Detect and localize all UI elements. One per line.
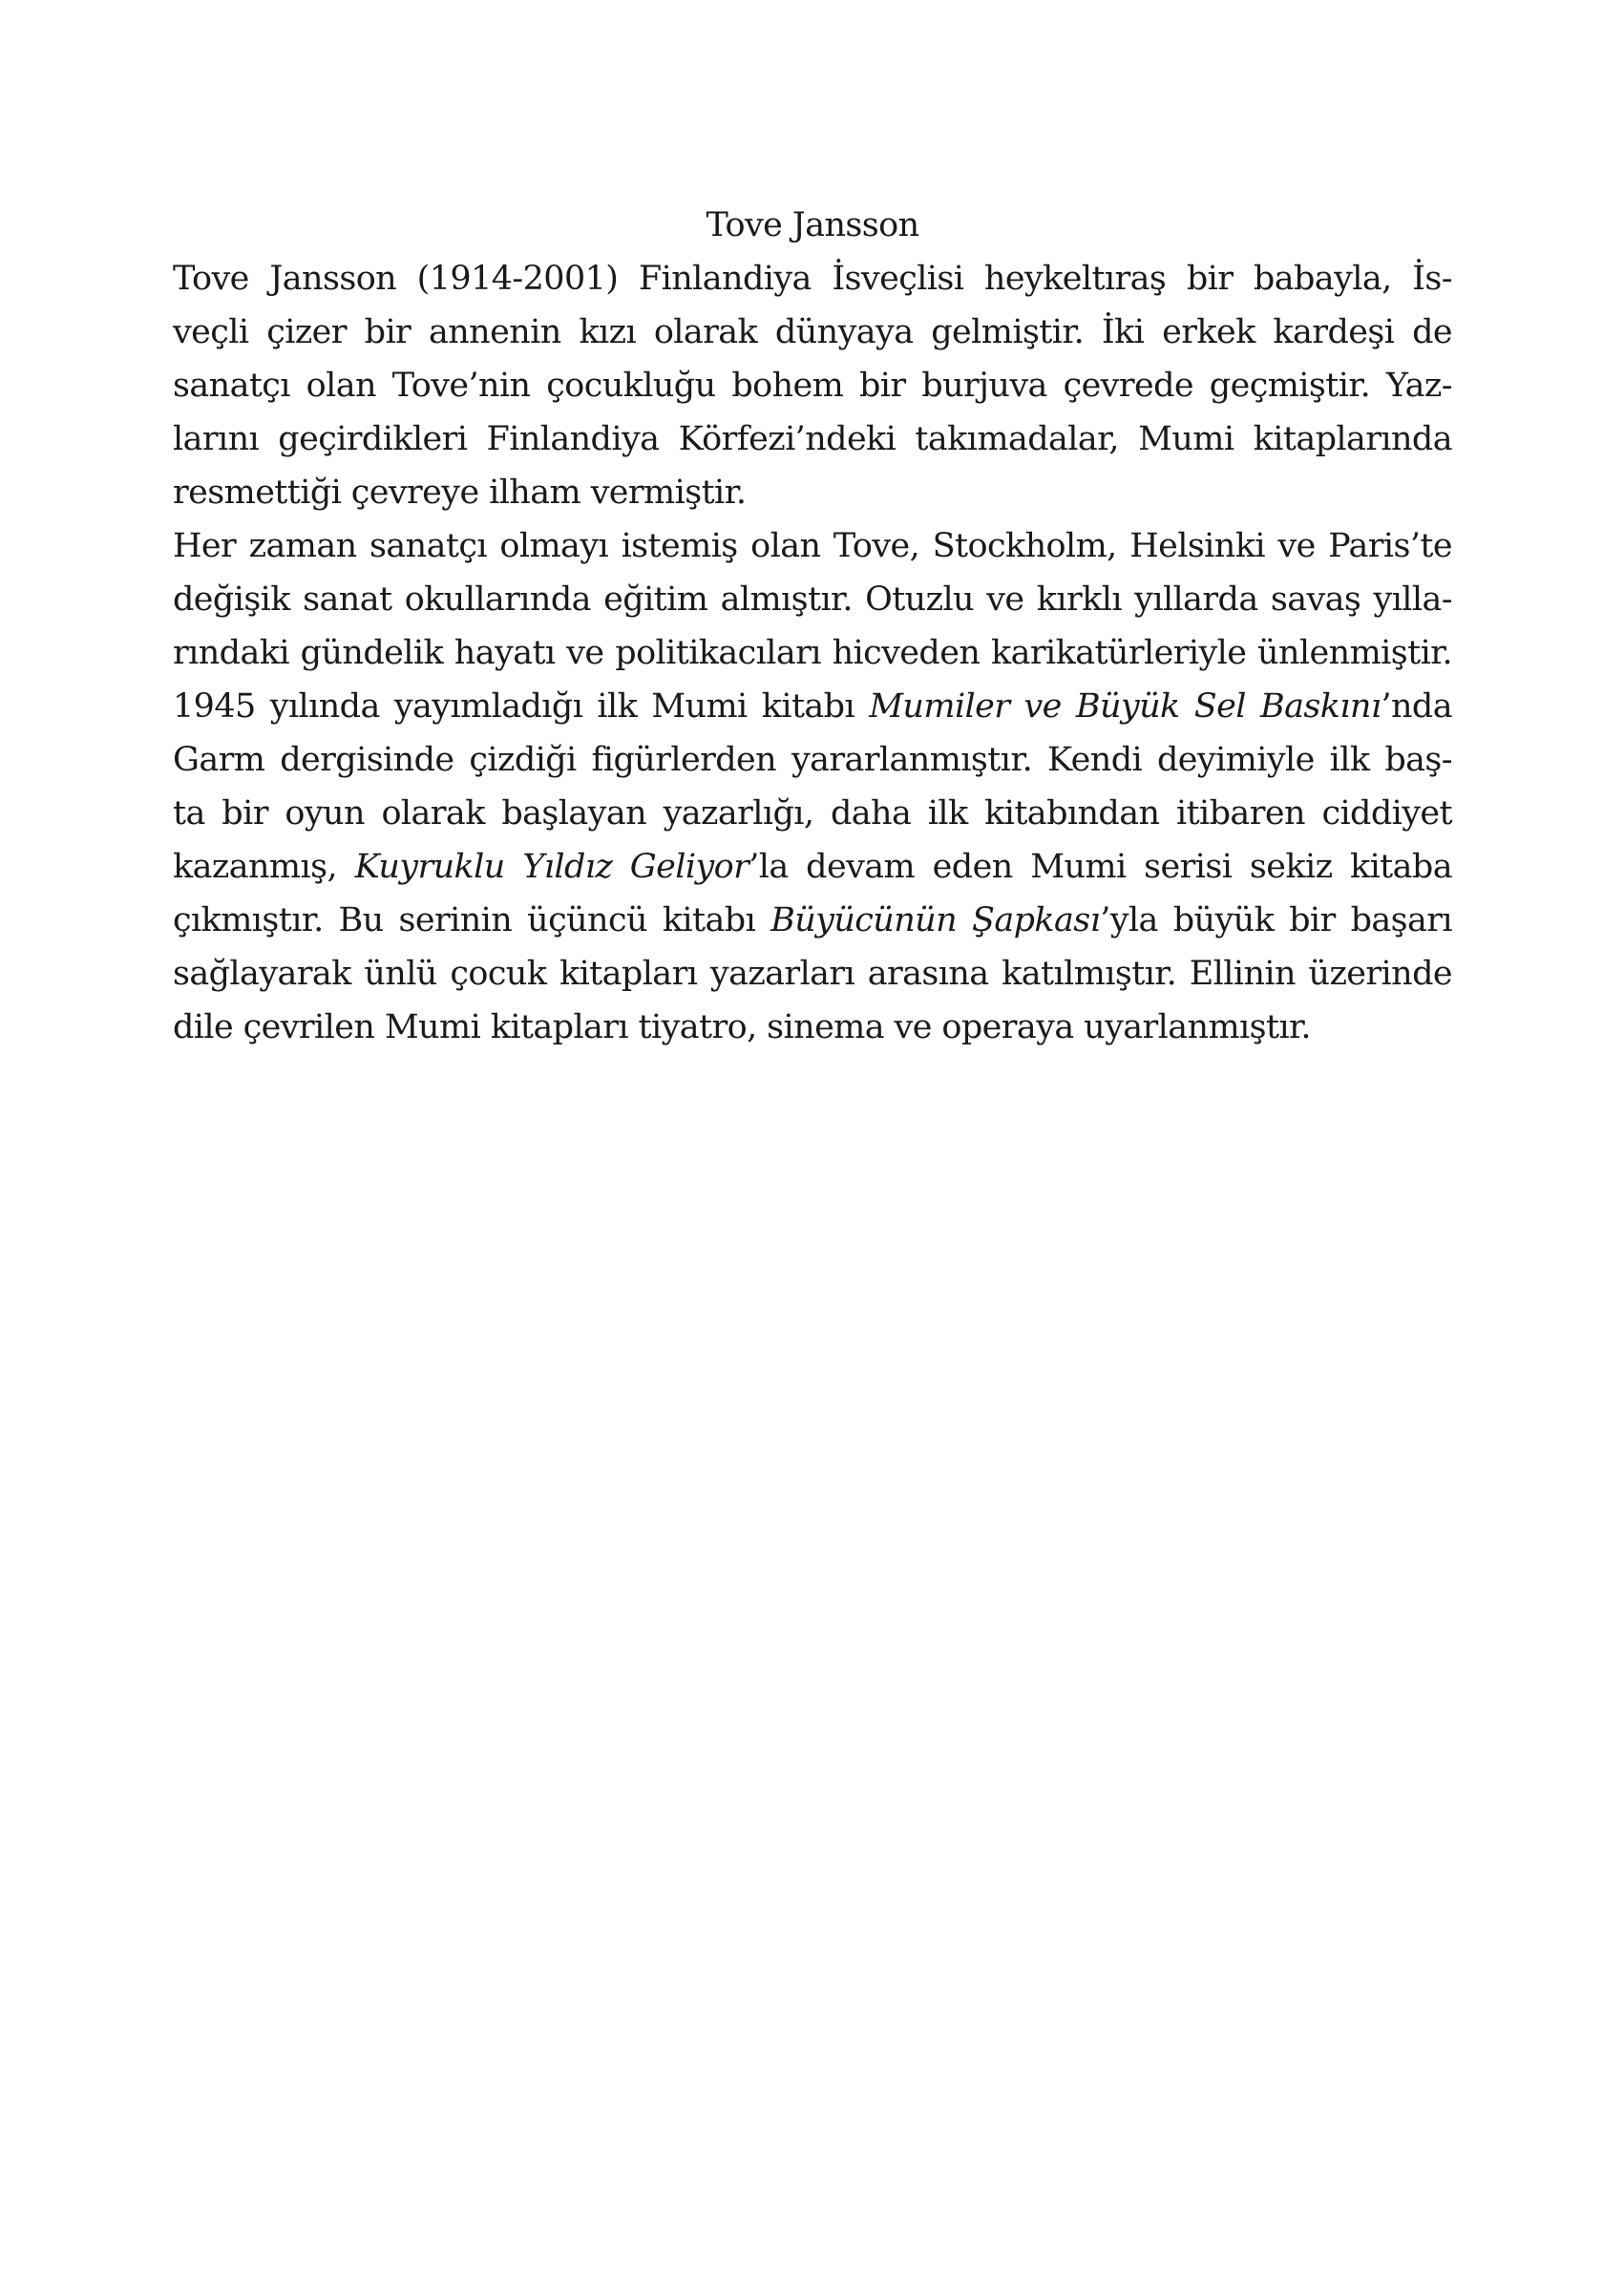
text-line: değişik sanat okullarında eğitim almıştır. Otuzlu ve kırklı yıllarda savaş yılla-	[173, 580, 1452, 619]
biography-text-block	[173, 199, 1452, 1054]
text-line: sağlayarak ünlü çocuk kitapları yazarları arasına katılmıştır. Ellinin üzerinde	[173, 955, 1452, 993]
text-segment: ’la devam eden Mumi serisi sekiz kitaba	[749, 848, 1452, 886]
book-title: Kuyruklu Yıldız Geliyor	[354, 848, 749, 886]
text-line: ta bir oyun olarak başlayan yazarlığı, daha ilk kitabından itibaren ciddiyet	[173, 794, 1452, 833]
text-line: Tove Jansson (1914-2001) Finlandiya İsveçlisi heykeltıraş bir babayla, İs-	[173, 260, 1452, 298]
book-title: Mumiler ve Büyük Sel Baskını	[869, 687, 1381, 726]
text-line: Her zaman sanatçı olmayı istemiş olan Tove, Stockholm, Helsinki ve Paris’te	[173, 527, 1452, 565]
text-line: veçli çizer bir annenin kızı olarak dünyaya gelmiştir. İki erkek kardeşi de	[173, 313, 1452, 351]
text-line: resmettiği çevreye ilham vermiştir.	[173, 474, 747, 512]
page-title: Tove Jansson	[706, 206, 919, 244]
text-segment: ’yla büyük bir başarı	[1100, 901, 1453, 939]
text-segment: kazanmış,	[173, 848, 355, 886]
book-title: Büyücünün Şapkası	[770, 901, 1101, 939]
text-line: dile çevrilen Mumi kitapları tiyatro, sinema ve operaya uyarlanmıştır.	[173, 1008, 1311, 1046]
text-line	[173, 840, 1452, 894]
paragraph-1	[173, 252, 1452, 519]
text-line: larını geçirdikleri Finlandiya Körfezi’ndeki takımadalar, Mumi kitaplarında	[173, 420, 1452, 458]
text-line	[173, 894, 1452, 947]
paragraph-2	[173, 519, 1452, 1054]
text-line	[173, 680, 1452, 733]
text-segment: ’nda	[1381, 687, 1452, 726]
text-segment: çıkmıştır. Bu serinin üçüncü kitabı	[173, 901, 771, 939]
text-line: rındaki gündelik hayatı ve politikacıları hicveden karikatürleriyle ünlenmiştir.	[173, 634, 1452, 672]
text-segment: 1945 yılında yayımladığı ilk Mumi kitabı	[173, 687, 870, 726]
text-line: sanatçı olan Tove’nin çocukluğu bohem bir burjuva çevrede geçmiştir. Yaz-	[173, 367, 1452, 405]
text-line: Garm dergisinde çizdiği figürlerden yararlanmıştır. Kendi deyimiyle ilk baş-	[173, 741, 1452, 779]
